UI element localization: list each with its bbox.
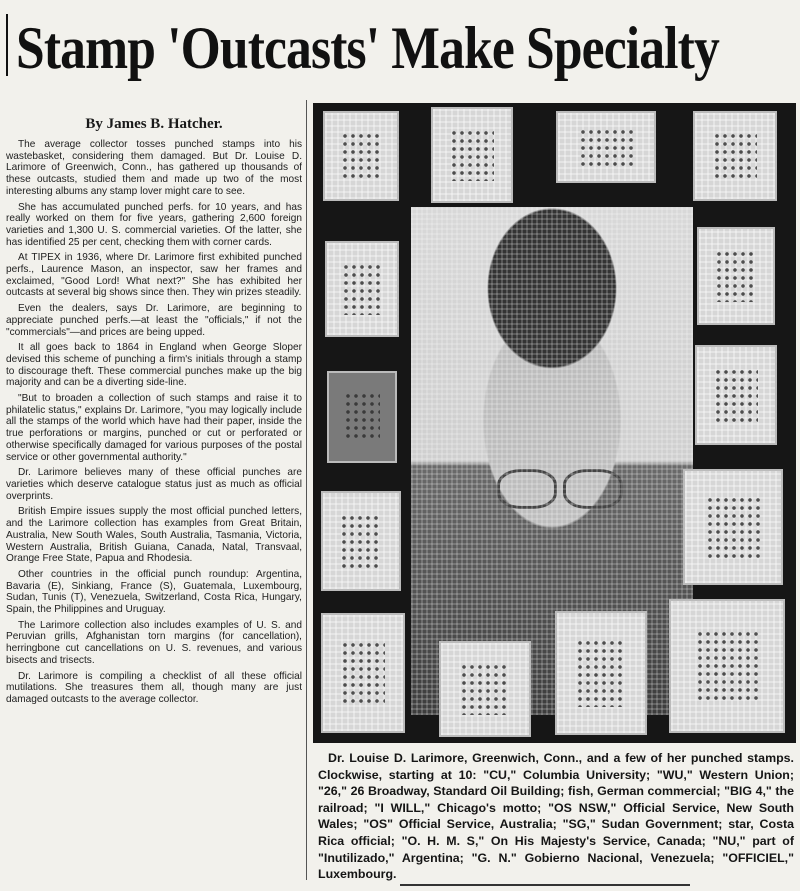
article-paragraph: It all goes back to 1864 in England when George Sloper devised this scheme of punching a firm's initials through a stamp to discourage theft. These commercial punches make up the big majority and can be a diverting side-line. xyxy=(6,342,302,389)
punched-stamp xyxy=(671,601,783,731)
punched-stamp xyxy=(697,347,775,443)
punched-stamp xyxy=(699,229,773,323)
bottom-rule xyxy=(400,884,690,886)
article-paragraph: Even the dealers, says Dr. Larimore, are beginning to appreciate punched perfs.—at least the "officials," if not the "commercials"—and prices are being upped. xyxy=(6,303,302,338)
byline: By James B. Hatcher. xyxy=(85,116,223,132)
punched-stamp xyxy=(327,243,397,335)
punched-stamp xyxy=(685,471,781,583)
portrait-photo xyxy=(411,207,693,715)
article-paragraph: The average collector tosses punched stamps into his wastebasket, considering them damaged. But Dr. Louise D. Larimore of Greenwich, Conn., has gathered up thousands of these outcasts, studied them and made up two of the most interesting albums any stamp lover might care to see. xyxy=(6,139,302,197)
punched-stamp xyxy=(433,109,511,201)
article-paragraph: The Larimore collection also includes examples of U. S. and Peruvian grills, Afghanistan torn margins (for cancellation), herringbone cut cancellations on U. S. revenues, and various bisects and trisects. xyxy=(6,619,302,666)
article-paragraph: Other countries in the official punch roundup: Argentina, Bavaria (E), Sinkiang, France (S), Guatemala, Luxembourg, Sudan, Tunis (T), Venezuela, Switzerland, Costa Rica, Hungary, Spain, the Philippines and Uruguay. xyxy=(6,568,302,616)
punched-stamp xyxy=(325,113,397,199)
article-paragraph: At TIPEX in 1936, where Dr. Larimore first exhibited punched perfs., Laurence Mason, an inspector, saw her frames and exclaimed, "Good Lord! What next?" She has exhibited her outcasts at several big shows since then. They win prizes steadily. xyxy=(6,252,302,299)
punched-stamp xyxy=(323,493,399,589)
photo-collage xyxy=(313,103,796,743)
article-paragraph: British Empire issues supply the most official punched letters, and the Larimore collection has examples from Great Britain, Australia, New South Wales, South Australia, Tasmania, Victoria, Western Australia, British Guiana, Canada, Natal, Transvaal, Orange Free State, Papua and Rhodesia. xyxy=(6,506,302,565)
article-paragraph: Dr. Larimore believes many of these official punches are varieties which deserve catalogue status just as much as official overprints. xyxy=(6,467,302,502)
headline-rule xyxy=(6,14,8,76)
punched-stamp xyxy=(441,643,529,735)
headline: Stamp 'Outcasts' Make Specialty xyxy=(16,15,719,81)
photo-caption: Dr. Louise D. Larimore, Greenwich, Conn., and a few of her punched stamps. Clockwise, starting at 10: "CU," Columbia University; "WU," Western Union; "26," 26 Broadway, Standard Oil Building; fish, German commercial; "BIG 4," the railroad; "I WILL," Chicago's motto; "OS NSW," Official Service, New South Wales; "OS" Official Service, Australia; "SG," Sudan Government; star, Costa Rica official; "O. H. M. S," On His Majesty's Service, Canada; "NU," part of "Inutilizado," Argentina; "G. N." Gobierno Nacional, Venezuela; "OFFICIEL," Luxembourg. xyxy=(318,751,794,882)
glasses-right xyxy=(563,469,623,509)
punched-stamp xyxy=(558,113,654,181)
punched-stamp xyxy=(323,615,403,731)
article-paragraph: Dr. Larimore is compiling a checklist of all these official mutilations. She treasures them all, though many are just damaged outcasts to the average collector. xyxy=(6,670,302,705)
column-divider xyxy=(306,100,307,880)
glasses-left xyxy=(497,469,557,509)
article-paragraph: She has accumulated punched perfs. for 10 years, and has really worked on them for five years, gathering 2,600 foreign varieties and 1,300 U. S. commercial varieties. Of the latter, she has identified 25 per cent, checking them with corner cards. xyxy=(6,201,302,248)
article-column xyxy=(6,104,302,884)
article-paragraph: "But to broaden a collection of such stamps and raise it to philatelic status," explains Dr. Larimore, "you may logically include all the stamps of the world which have had their paper, inside the true perforations or margins, punched or cut or perforated or otherwise specifically damaged for various purposes of the postal service or other governmental authority." xyxy=(6,393,302,463)
punched-stamp xyxy=(695,113,775,199)
punched-stamp xyxy=(329,373,395,461)
punched-stamp xyxy=(557,613,645,733)
